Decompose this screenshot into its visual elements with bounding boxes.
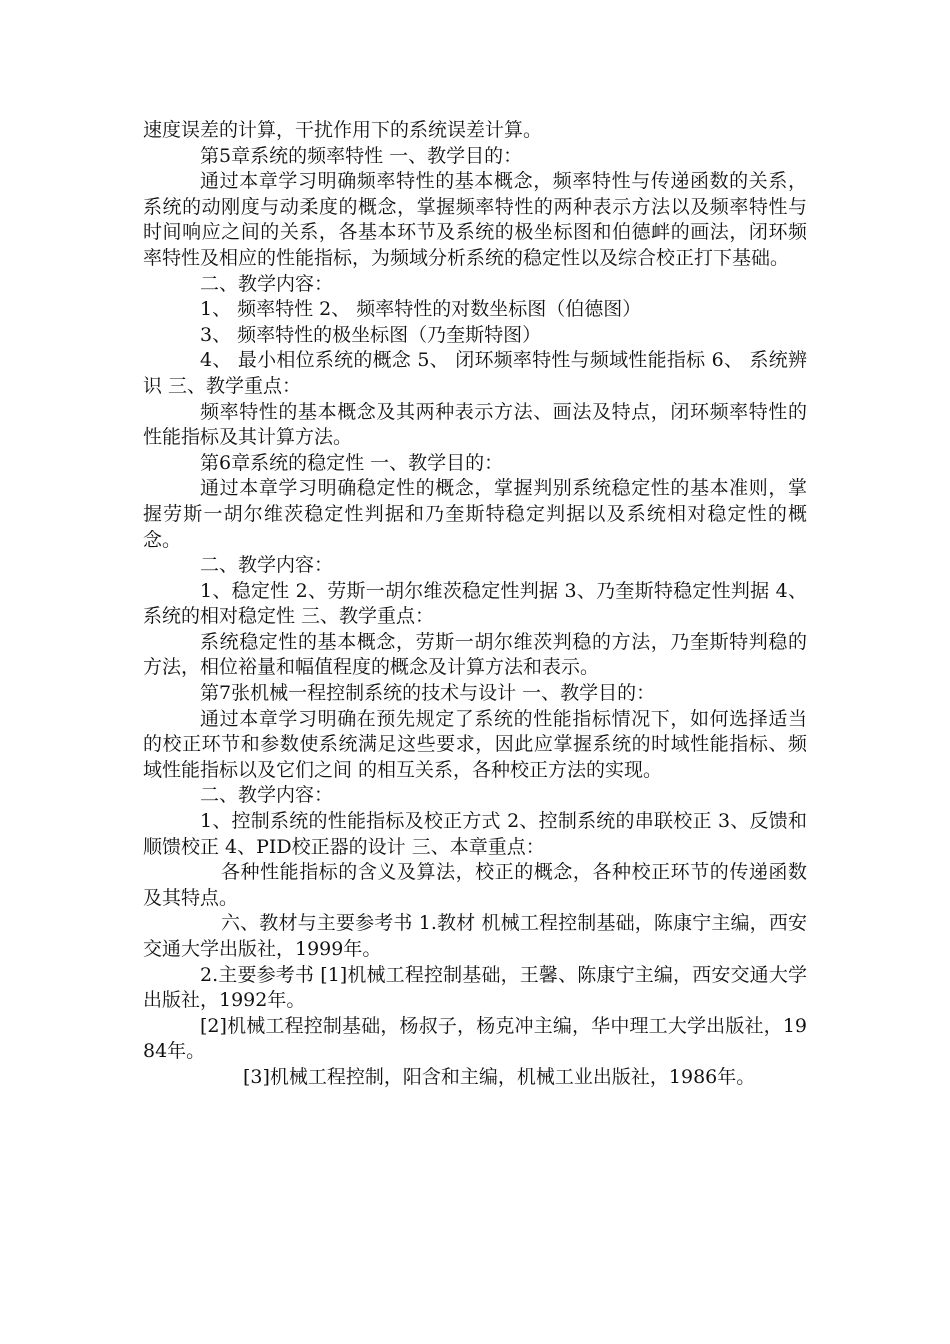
heading-chapter5: 第5章系统的频率特性 一、教学目的： bbox=[200, 144, 523, 167]
paragraph-chapter6-goals: 通过本章学习明确稳定性的概念，掌握判别系统稳定性的基本准则，掌握劳斯一胡尔维茨稳定性判据和乃奎斯特稳定判据以及系统相对稳定性的概念。 bbox=[143, 477, 807, 551]
list-item-chapter5-1: 1、 频率特性 2、 频率特性的对数坐标图（伯德图） bbox=[200, 298, 642, 321]
heading-chapter7-content: 二、教学内容： bbox=[200, 784, 334, 807]
paragraph-chapter5-goals: 通过本章学习明确频率特性的基本概念，频率特性与传递函数的关系，系统的动刚度与动柔度的概念，掌握频率特性的两种表示方法以及频率特性与时间响应之间的关系，各基本环节及系统的极坐标图和伯德衅的画法，闭环频率特性及相应的性能指标，为频域分析系统的稳定性以及综合校正打下基础。 bbox=[143, 170, 807, 269]
list-item-chapter7: 1、控制系统的性能指标及校正方式 2、控制系统的串联校正 3、反馈和顺馈校正 4、PID校正器的设计 三、本章重点： bbox=[143, 810, 807, 858]
paragraph-chapter7-goals: 通过本章学习明确在预先规定了系统的性能指标情况下，如何选择适当的校正环节和参数使系统满足这些要求，因此应掌握系统的时域性能指标、频域性能指标以及它们之间 的相互关系，各种校正方法的实现。 bbox=[143, 707, 807, 781]
heading-chapter7: 第7张机械一程控制系统的技术与设计 一、教学目的： bbox=[200, 682, 656, 705]
reference-1: 2.主要参考书 [1]机械工程控制基础，王馨、陈康宁主编，西安交通大学出版社，1992年。 bbox=[143, 963, 807, 1012]
paragraph-chapter7-keypoints: 各种性能指标的含义及算法，校正的概念，各种校正环节的传递函数及其特点。 bbox=[143, 861, 807, 909]
list-item-chapter5-3: 3、 频率特性的极坐标图（乃奎斯特图） bbox=[200, 323, 542, 346]
paragraph-chapter4-tail: 速度误差的计算，干扰作用下的系统误差计算。 bbox=[143, 119, 543, 141]
heading-chapter5-content: 二、教学内容： bbox=[200, 272, 334, 295]
heading-chapter6: 第6章系统的稳定性 一、教学目的： bbox=[200, 451, 504, 474]
reference-2: [2]机械工程控制基础，杨叔子，杨克冲主编，华中理工大学出版社，1984年。 bbox=[143, 1014, 807, 1063]
list-item-chapter5-4: 4、 最小相位系统的概念 5、 闭环频率特性与频域性能指标 6、 系统辨识 三、教学重点： bbox=[143, 349, 807, 397]
paragraph-textbook: 六、教材与主要参考书 1.教材 机械工程控制基础，陈康宁主编，西安交通大学出版社，1999年。 bbox=[143, 912, 807, 960]
reference-3: [3]机械工程控制，阳含和主编，机械工业出版社，1986年。 bbox=[243, 1065, 756, 1088]
paragraph-chapter5-keypoints: 频率特性的基本概念及其两种表示方法、画法及特点，闭环频率特性的性能指标及其计算方法。 bbox=[143, 400, 807, 449]
list-item-chapter6: 1、稳定性 2、劳斯一胡尔维茨稳定性判据 3、乃奎斯特稳定性判据 4、系统的相对稳定性 三、教学重点： bbox=[143, 579, 807, 628]
heading-chapter6-content: 二、教学内容： bbox=[200, 554, 334, 577]
paragraph-chapter6-keypoints: 系统稳定性的基本概念，劳斯一胡尔维茨判稳的方法，乃奎斯特判稳的方法，相位裕量和幅值程度的概念及计算方法和表示。 bbox=[143, 630, 807, 679]
document-page bbox=[143, 118, 807, 1091]
